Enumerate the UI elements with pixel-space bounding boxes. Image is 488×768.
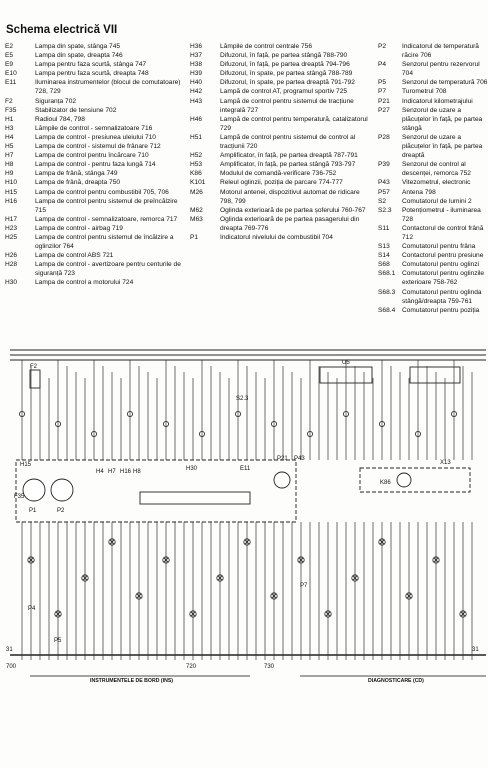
legend-description: Lampa de control pentru încărcare 710 (35, 152, 149, 160)
legend-description: Senzorul de temperatură 706 (402, 79, 488, 87)
legend-row (5, 224, 185, 233)
legend-code: P2 (378, 43, 387, 50)
label-x13: X13 (440, 460, 451, 466)
legend-row (190, 215, 372, 233)
legend-row (5, 78, 185, 96)
legend-code: H38 (190, 61, 203, 69)
legend-row (5, 69, 185, 78)
legend-row (190, 206, 372, 215)
legend-row (190, 188, 372, 206)
legend-description: Senzorul de uzare a plăcuțelor în față, pe partea stângă (402, 106, 483, 132)
legend-row (5, 124, 185, 133)
fuse-f2 (30, 370, 40, 388)
gauge-block (140, 492, 250, 504)
label-h8: H8 (133, 469, 141, 475)
legend-code: P4 (378, 61, 387, 69)
legend-row (5, 178, 185, 187)
legend-description: Lampa de control - airbag 719 (35, 224, 123, 232)
legend-code: H5 (5, 143, 14, 151)
legend-row (378, 133, 488, 160)
legend-row (378, 188, 488, 197)
legend-code: H25 (5, 233, 18, 241)
legend-code: K86 (190, 170, 202, 178)
wiring-diagram (0, 342, 488, 760)
legend-code: H26 (5, 252, 18, 260)
legend-row (5, 233, 185, 251)
legend-description: Indicatorul kilometrajului (402, 97, 473, 105)
legend-description: Oglinda exterioară de pe partea pasagerului din dreapta 769-776 (220, 215, 360, 232)
label-h16: H16 (120, 469, 132, 475)
legend-description: Contactorul pentru presiune (402, 252, 484, 260)
legend-description: Amplificator, în față, pe partea stângă 793-797 (220, 161, 356, 169)
legend-row (5, 169, 185, 178)
legend-row (190, 169, 372, 178)
legend-description: Indicatorul de temperatură răcire 706 (402, 43, 479, 60)
legend-description: Comutatorul pentru oglinda stângă/dreapta 759-761 (402, 288, 482, 305)
legend-row (5, 42, 185, 51)
legend-code: H42 (190, 88, 203, 96)
k86-symbol (397, 473, 411, 487)
legend-code: P43 (378, 179, 390, 187)
legend-code: H37 (190, 52, 203, 60)
legend-row (378, 251, 488, 260)
label-h4: H4 (96, 469, 104, 475)
page-title: Schema electrică VII (6, 24, 118, 36)
legend-description: Lampa de control - pentru faza lungă 714 (35, 161, 156, 169)
legend-row (378, 224, 488, 242)
legend-code: S13 (378, 243, 390, 251)
legend-code: P57 (378, 188, 390, 196)
legend-code: S2 (378, 197, 387, 205)
legend-code: H43 (190, 97, 203, 105)
strip-b-label: DIAGNOSTICARE (CD) (368, 678, 424, 684)
legend-row (190, 233, 372, 242)
legend-row (190, 151, 372, 160)
legend-code: M62 (190, 206, 203, 214)
label-h30: H30 (186, 466, 198, 472)
legend-description: Lămpile de control centrale 756 (220, 43, 313, 50)
legend-row (5, 197, 185, 215)
legend-row (378, 42, 488, 60)
legend-row (5, 60, 185, 69)
legend-code: P39 (378, 161, 390, 169)
legend-row (5, 215, 185, 224)
strip-b-start: 730 (264, 664, 275, 670)
label-p43: P43 (294, 456, 305, 462)
legend-code: H46 (190, 115, 203, 123)
legend-row (5, 115, 185, 124)
legend-description: Modulul de comandă-verificare 736-752 (220, 170, 337, 178)
label-e11: E11 (240, 466, 251, 472)
legend-description: Lampa de frână, dreapta 750 (35, 179, 121, 187)
legend-code: H30 (5, 279, 18, 287)
legend-description: Difuzorul, în spate, pe partea dreaptă 791-792 (220, 79, 355, 87)
legend-description: Comutatorul pentru frâna (402, 243, 476, 251)
legend-code: H15 (5, 188, 18, 196)
ground-right-num: 31 (472, 647, 479, 653)
legend-description: Stabilizator de tensiune 702 (35, 106, 117, 114)
legend-description: Oglinda exterioară de pe partea șoferului 760-767 (220, 206, 366, 214)
legend-description: Lampa pentru faza scurtă, stânga 747 (35, 61, 147, 69)
legend-description: Lampa de control pentru sistemul de încălzire a oglinzilor 764 (35, 233, 174, 251)
legend-row (378, 87, 488, 96)
legend-row (5, 260, 185, 278)
legend-code: H40 (190, 79, 203, 87)
legend-description: Lampa din spate, stânga 745 (35, 43, 121, 50)
legend-row (5, 160, 185, 169)
legend-column-1 (5, 42, 185, 288)
legend-description: Senzorul de control al descenței, remorca 752 (402, 161, 471, 178)
label-k86: K86 (380, 480, 391, 486)
legend-description: Amplificator, în față, pe partea dreaptă 787-791 (220, 152, 358, 160)
legend-row (5, 106, 185, 115)
legend-row (190, 60, 372, 69)
control-module-box (360, 468, 470, 492)
label-p5: P5 (54, 638, 62, 644)
legend-description: Releul oglinzii, poziția de parcare 774-777 (220, 179, 343, 187)
legend-code: M63 (190, 215, 203, 223)
legend-code: H53 (190, 161, 203, 169)
legend-code: H36 (190, 43, 203, 50)
legend-description: Lampa de control - sistemul de frânare 712 (35, 143, 161, 151)
legend-description: Radioul 784, 798 (35, 115, 85, 123)
legend-code: P7 (378, 88, 387, 96)
legend-description: Lampă de control pentru temperatură, catalizatorul 729 (220, 115, 368, 132)
legend-row (378, 288, 488, 306)
label-p1: P1 (29, 508, 37, 514)
legend-code: H4 (5, 133, 14, 141)
legend-row (190, 69, 372, 78)
legend-code: S14 (378, 252, 390, 260)
legend-row (378, 178, 488, 187)
legend-row (378, 260, 488, 269)
legend-code: S68.1 (378, 270, 396, 278)
legend-row (190, 42, 372, 51)
legend-row (378, 269, 488, 287)
legend-row (5, 51, 185, 60)
legend-description: Lampă de control AT, programul sportiv 725 (220, 88, 348, 96)
legend-code: F2 (5, 97, 13, 105)
legend-description: Lampa de control pentru sistemul de preîncălzire 715 (35, 197, 178, 214)
legend-description: Vitezometrul, electronic (402, 179, 471, 187)
legend-code: S68 (378, 261, 390, 269)
legend-description: Comutatorul pentru poziția (402, 306, 480, 314)
legend-description: Lampa de control - presiunea uleiului 710 (35, 133, 156, 141)
legend-description: Difuzorul, în spate, pe partea stângă 788-789 (220, 70, 353, 78)
legend-code: E10 (5, 70, 17, 78)
legend-row (5, 142, 185, 151)
legend-code: P1 (190, 233, 199, 241)
legend-code: E9 (5, 61, 14, 69)
legend-code: H39 (190, 70, 203, 78)
legend-code: H23 (5, 224, 18, 232)
legend-code: P5 (378, 79, 387, 87)
legend-row (190, 115, 372, 133)
legend-description: Antena 798 (402, 188, 436, 196)
legend-code: H7 (5, 152, 14, 160)
legend-code: E11 (5, 79, 17, 87)
legend-description: Lămpile de control - semnalizatoare 716 (35, 124, 153, 132)
legend-code: E2 (5, 43, 14, 50)
legend-description: Turometrul 708 (402, 88, 447, 96)
label-f35: F35 (14, 494, 25, 500)
legend-row (378, 60, 488, 78)
legend-description: Lampa de control - avertizoare pentru centurile de siguranță 723 (35, 261, 181, 278)
legend-code: S68.4 (378, 306, 396, 314)
legend-row (5, 188, 185, 197)
legend-description: Lampa pentru faza scurtă, dreapta 748 (35, 70, 149, 78)
label-s23: S2.3 (236, 396, 249, 402)
legend-code: H16 (5, 197, 18, 205)
legend-row (190, 133, 372, 151)
label-p2: P2 (57, 508, 65, 514)
legend-row (378, 78, 488, 87)
label-h7: H7 (108, 469, 116, 475)
label-f2: F2 (30, 364, 38, 370)
legend-row (190, 78, 372, 87)
legend-row (5, 151, 185, 160)
gauge-p2 (51, 479, 73, 501)
legend-row (378, 106, 488, 133)
legend-row (190, 87, 372, 96)
legend-code: F35 (5, 106, 17, 114)
legend-description: Lampa de control - semnalizatoare, remorca 717 (35, 215, 178, 223)
legend-row (378, 206, 488, 224)
legend-code: H8 (5, 161, 14, 169)
legend-row (5, 278, 185, 287)
gauge-p1 (23, 479, 45, 501)
legend-code: H1 (5, 115, 14, 123)
legend-description: Comutatorul pentru oglinzi (402, 261, 479, 269)
legend-code: H17 (5, 215, 18, 223)
legend-code: S2.3 (378, 206, 392, 214)
legend-row (190, 160, 372, 169)
legend-description: Difuzorul, în față, pe partea stângă 788-790 (220, 52, 348, 60)
legend-column-2 (190, 42, 372, 242)
legend-row (190, 51, 372, 60)
legend-description: Lampa de control ABS 721 (35, 252, 114, 260)
legend-code: S68.3 (378, 288, 396, 296)
legend-code: P28 (378, 133, 390, 141)
legend-description: Comutatorul pentru oglinzile exterioare 758-762 (402, 270, 485, 287)
legend-description: Lampă de control pentru sistemul de tracțiune integrală 727 (220, 97, 354, 114)
legend-description: Indicatorul nivelului de combustibil 704 (220, 233, 333, 241)
legend-code: E5 (5, 52, 14, 60)
legend-row (378, 160, 488, 178)
legend-description: Lampă de control pentru sistemul de control al tracțiunii 720 (220, 133, 356, 151)
legend-row (190, 97, 372, 115)
legend-code: M26 (190, 188, 203, 196)
legend-row (5, 251, 185, 260)
legend-row (5, 97, 185, 106)
label-h15: H15 (20, 462, 32, 468)
legend-row (5, 133, 185, 142)
right-connector (410, 367, 460, 383)
legend-code: P21 (378, 97, 390, 105)
legend-code: P27 (378, 106, 390, 114)
label-p4: P4 (28, 606, 36, 612)
legend-code: K101 (190, 179, 206, 187)
legend-code: H52 (190, 152, 203, 160)
legend-description: Iluminarea instrumentelor (blocul de comutatoare) 728, 729 (35, 79, 181, 96)
label-p7: P7 (300, 583, 308, 589)
legend-description: Comutatorul de lumini 2 (402, 197, 472, 205)
legend-description: Difuzorul, în față, pe partea dreaptă 794-796 (220, 61, 350, 69)
legend-row (378, 306, 488, 315)
legend-description: Lampa de control a motorului 724 (35, 279, 134, 287)
label-u5: U5 (342, 360, 350, 366)
legend-description: Lampa de frână, stânga 749 (35, 170, 118, 178)
legend-code: H10 (5, 179, 18, 187)
strip-a-end: 720 (186, 664, 197, 670)
legend-code: H9 (5, 170, 14, 178)
ground-left-num: 31 (6, 647, 13, 653)
label-p21: P21 (277, 456, 288, 462)
legend-row (190, 178, 372, 187)
legend-description: Potențiometrul - iluminarea 728 (402, 206, 481, 223)
strip-a-label: INSTRUMENTELE DE BORD (INS) (90, 678, 173, 684)
legend-code: H51 (190, 133, 203, 141)
legend-row (378, 97, 488, 106)
legend-row (378, 242, 488, 251)
legend-code: S11 (378, 224, 390, 232)
ground-left: 700 (6, 664, 17, 670)
gauge-p21 (274, 472, 290, 488)
legend-code: H3 (5, 124, 14, 132)
legend-description: Senzorul de uzare a plăcuțelor în față, pe partea dreaptă (402, 133, 483, 160)
legend-description: Contactorul de control frână 712 (402, 224, 484, 241)
legend-description: Siguranța 702 (35, 97, 77, 105)
legend-description: Lampa din spate, dreapta 746 (35, 52, 123, 60)
legend-code: H28 (5, 261, 18, 269)
legend-column-3 (378, 42, 488, 315)
legend-description: Lampa de control pentru combustibil 705, 706 (35, 188, 169, 196)
legend-row (378, 197, 488, 206)
legend-description: Senzorul pentru rezervorul 704 (402, 61, 480, 78)
legend-description: Motorul antenei, dispozitivul automat de ridicare 798, 799 (220, 188, 360, 205)
